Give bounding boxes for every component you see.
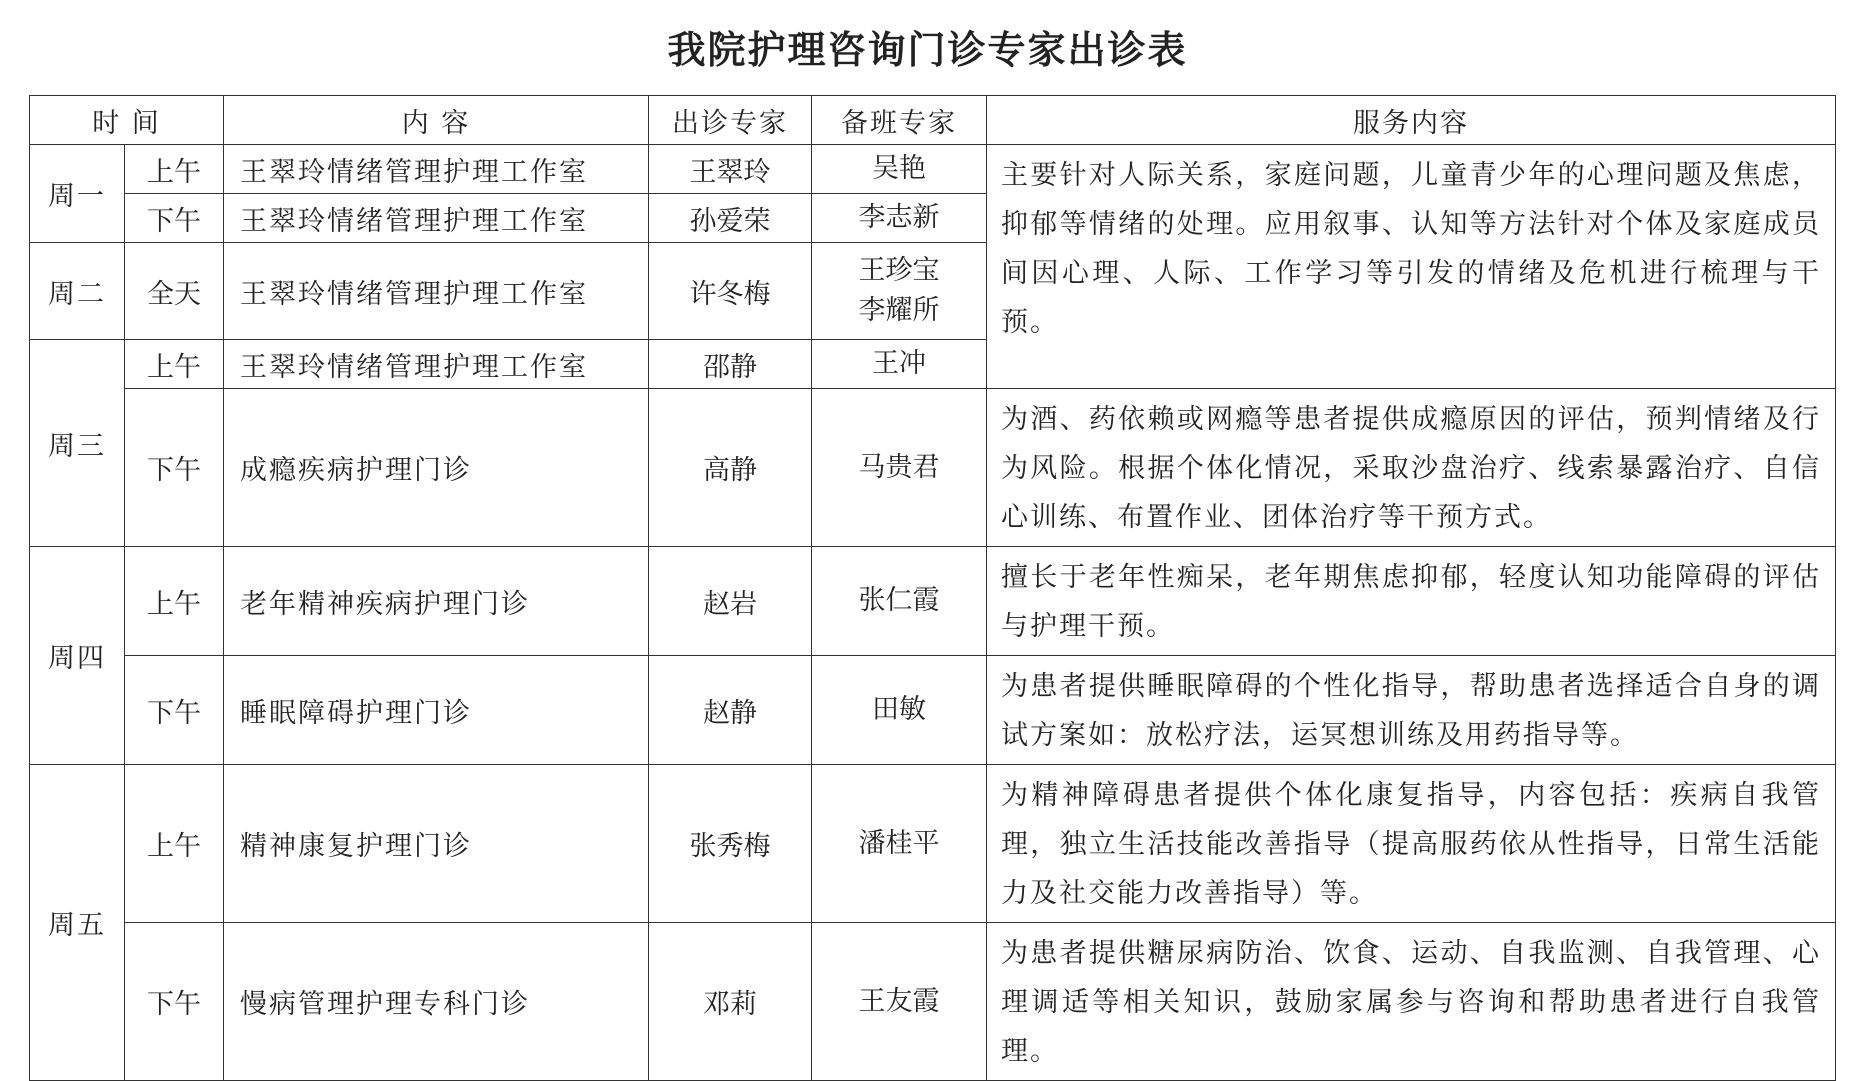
backup-name: 吴艳 [872,153,926,184]
backup-name: 李志新 [858,202,940,233]
table-row [30,547,1836,656]
expert-cell: 张秀梅 [649,765,812,923]
content-cell: 王翠玲情绪管理护理工作室 [224,243,649,340]
content-cell: 精神康复护理门诊 [224,765,649,923]
header-service: 服务内容 [987,96,1836,145]
service-cell: 为精神障碍患者提供个体化康复指导，内容包括：疾病自我管理，独立生活技能改善指导（提高服药依从性指导，日常生活能力及社交能力改善指导）等。 [987,765,1836,923]
backup-cell [812,765,987,923]
expert-cell: 孙爱荣 [649,194,812,243]
table-row [30,389,1836,547]
table-row [30,923,1836,1081]
period-cell: 下午 [125,194,224,243]
backup-cell [812,389,987,547]
expert-cell: 赵静 [649,656,812,765]
period-cell: 下午 [125,923,224,1081]
expert-cell: 赵岩 [649,547,812,656]
page-title: 我院护理咨询门诊专家出诊表 [667,27,1188,72]
period-cell: 上午 [125,765,224,923]
expert-cell: 高静 [649,389,812,547]
header-time: 时 间 [30,96,224,145]
backup-name: 王友霞 [858,985,940,1017]
backup-cell [812,923,987,1081]
backup-cell [812,145,987,194]
service-cell: 擅长于老年性痴呆，老年期焦虑抑郁，轻度认知功能障碍的评估与护理干预。 [987,547,1836,656]
backup-name: 李耀所 [858,295,940,326]
content-cell: 老年精神疾病护理门诊 [224,547,649,656]
table-row [30,765,1836,923]
content-cell: 王翠玲情绪管理护理工作室 [224,145,649,194]
service-cell: 为酒、药依赖或网瘾等患者提供成瘾原因的评估，预判情绪及行为风险。根据个体化情况，采取沙盘治疗、线索暴露治疗、自信心训练、布置作业、团体治疗等干预方式。 [987,389,1836,547]
content-cell: 王翠玲情绪管理护理工作室 [224,340,649,389]
backup-name: 潘桂平 [858,827,940,859]
content-cell: 睡眠障碍护理门诊 [224,656,649,765]
day-cell: 周五 [30,765,125,1081]
expert-cell: 邓莉 [649,923,812,1081]
backup-name: 马贵君 [858,451,940,483]
expert-cell: 许冬梅 [649,243,812,340]
backup-cell [812,243,987,340]
backup-cell [812,194,987,243]
period-cell: 全天 [125,243,224,340]
expert-cell: 邵静 [649,340,812,389]
content-cell: 成瘾疾病护理门诊 [224,389,649,547]
service-cell: 为患者提供睡眠障碍的个性化指导，帮助患者选择适合自身的调试方案如：放松疗法，运冥想训练及用药指导等。 [987,656,1836,765]
backup-cell [812,656,987,765]
period-cell: 下午 [125,389,224,547]
day-cell: 周三 [30,340,125,547]
day-cell: 周一 [30,145,125,243]
backup-cell [812,340,987,389]
backup-name: 田敏 [872,694,926,725]
table-header-row [30,96,1836,145]
header-backup: 备班专家 [812,96,987,145]
period-cell: 上午 [125,145,224,194]
backup-cell [812,547,987,656]
table-row [30,145,1836,194]
table-row [30,656,1836,765]
expert-cell: 王翠玲 [649,145,812,194]
service-cell: 主要针对人际关系，家庭问题，儿童青少年的心理问题及焦虑，抑郁等情绪的处理。应用叙事、认知等方法针对个体及家庭成员间因心理、人际、工作学习等引发的情绪及危机进行梳理与干预。 [987,145,1836,389]
service-cell: 为患者提供糖尿病防治、饮食、运动、自我监测、自我管理、心理调适等相关知识，鼓励家属参与咨询和帮助患者进行自我管理。 [987,923,1836,1081]
schedule-table [29,95,1836,1081]
period-cell: 上午 [125,547,224,656]
period-cell: 上午 [125,340,224,389]
header-expert: 出诊专家 [649,96,812,145]
content-cell: 王翠玲情绪管理护理工作室 [224,194,649,243]
period-cell: 下午 [125,656,224,765]
day-cell: 周四 [30,547,125,765]
backup-name: 王冲 [872,348,926,379]
day-cell: 周二 [30,243,125,340]
content-cell: 慢病管理护理专科门诊 [224,923,649,1081]
header-content: 内 容 [224,96,649,145]
backup-name: 王珍宝 [858,255,940,286]
backup-name: 张仁霞 [858,585,940,616]
